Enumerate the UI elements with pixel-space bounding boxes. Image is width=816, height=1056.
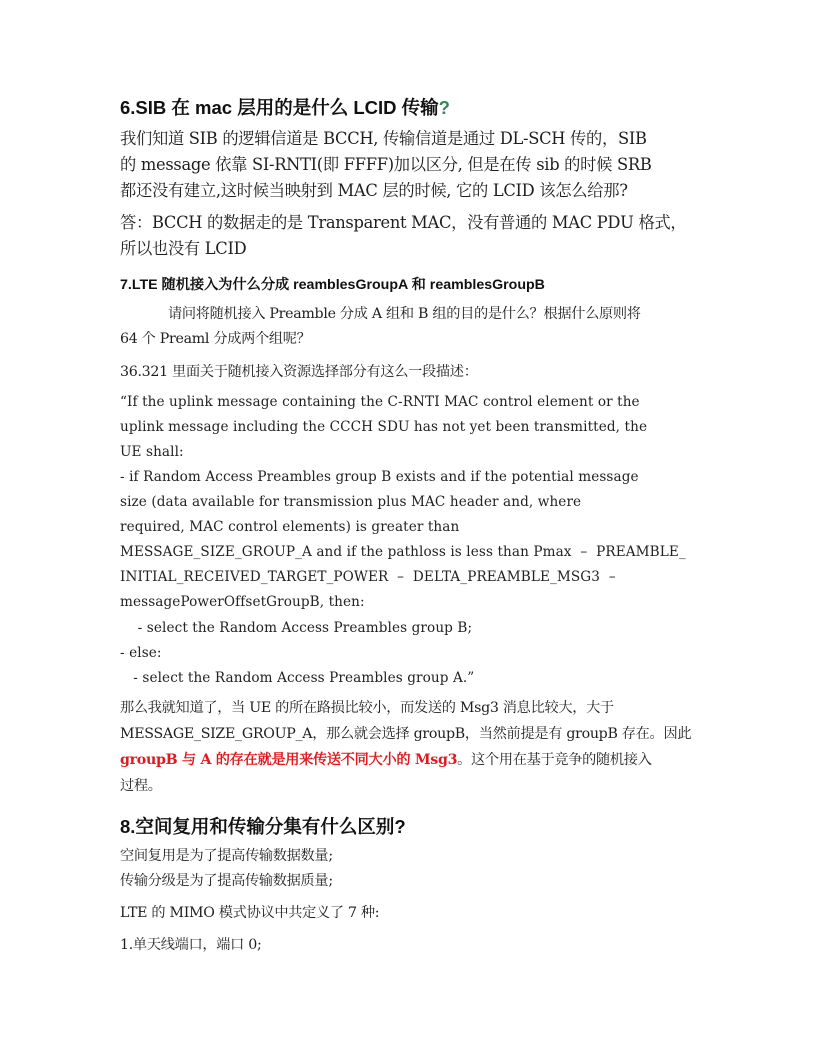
quote-line-8: INITIAL_RECEIVED_TARGET_POWER – DELTA_PREAMBLE_MSG3 – — [120, 569, 616, 585]
section-7-heading: 7.LTE 随机接入为什么分成 reamblesGroupA 和 reamblesGroupB — [120, 277, 545, 293]
section-7-question-line-1: 请问将随机接入 Preamble 分成 A 组和 B 组的目的是什么？根据什么原则将 — [168, 306, 641, 322]
quote-line-10: - select the Random Access Preambles group B; — [120, 620, 473, 636]
section-8-heading: 8.空间复用和传输分集有什么区别? — [120, 816, 406, 837]
section-6-line-2: 的 message 依靠 SI-RNTI(即 FFFF)加以区分, 但是在传 sib 的时候 SRB — [120, 155, 652, 174]
quote-line-12: - select the Random Access Preambles group A.” — [120, 670, 475, 686]
section-8-line-1: 空间复用是为了提高传输数据数量; — [120, 848, 333, 864]
conclusion-line-3-tail: 。这个用在基于竞争的随机接入 — [457, 752, 652, 768]
quote-line-7: MESSAGE_SIZE_GROUP_A and if the pathloss is less than Pmax – PREAMBLE_ — [120, 544, 686, 560]
quote-line-1: “If the uplink message containing the C-RNTI MAC control element or the — [120, 394, 640, 410]
quote-line-5: size (data available for transmission plus MAC header and, where — [120, 494, 582, 510]
highlighted-conclusion: groupB 与 A 的存在就是用来传送不同大小的 Msg3 — [120, 752, 458, 768]
conclusion-line-2: MESSAGE_SIZE_GROUP_A，那么就会选择 groupB，当然前提是有 groupB 存在。因此 — [120, 726, 692, 742]
mimo-intro: LTE 的 MIMO 模式协议中共定义了 7 种: — [120, 905, 380, 921]
section-6-heading-text: 6.SIB 在 mac 层用的是什么 LCID 传输 — [120, 97, 439, 118]
quote-line-3: UE shall: — [120, 444, 184, 460]
section-8-line-2: 传输分级是为了提高传输数据质量; — [120, 873, 333, 889]
section-6-heading-mark: ? — [438, 97, 450, 118]
quote-line-2: uplink message including the CCCH SDU has not yet been transmitted, the — [120, 419, 648, 435]
conclusion-line-3 — [120, 749, 652, 769]
conclusion-line-4: 过程。 — [120, 778, 162, 794]
section-7-question-line-2: 64 个 Preaml 分成两个组呢？ — [120, 331, 311, 347]
quote-line-11: - else: — [120, 645, 162, 661]
mimo-item-1: 1.单天线端口，端口 0; — [120, 937, 262, 953]
section-6-line-3: 都还没有建立,这时候当映射到 MAC 层的时候, 它的 LCID 该怎么给那? — [120, 181, 628, 200]
quote-line-9: messagePowerOffsetGroupB, then: — [120, 594, 365, 610]
conclusion-line-1: 那么我就知道了，当 UE 的所在路损比较小，而发送的 Msg3 消息比较大，大于 — [120, 700, 614, 716]
section-7-intro: 36.321 里面关于随机接入资源选择部分有这么一段描述： — [120, 364, 478, 380]
section-6-answer-line-2: 所以也没有 LCID — [120, 239, 247, 258]
section-6-heading — [120, 94, 450, 120]
quote-line-4: - if Random Access Preambles group B exists and if the potential message — [120, 469, 639, 485]
quote-line-6: required, MAC control elements) is greater than — [120, 519, 460, 535]
section-6-answer-line-1: 答：BCCH 的数据走的是 Transparent MAC，没有普通的 MAC PDU 格式， — [120, 213, 687, 232]
section-6-line-1: 我们知道 SIB 的逻辑信道是 BCCH, 传输信道是通过 DL-SCH 传的，SIB — [120, 129, 647, 148]
